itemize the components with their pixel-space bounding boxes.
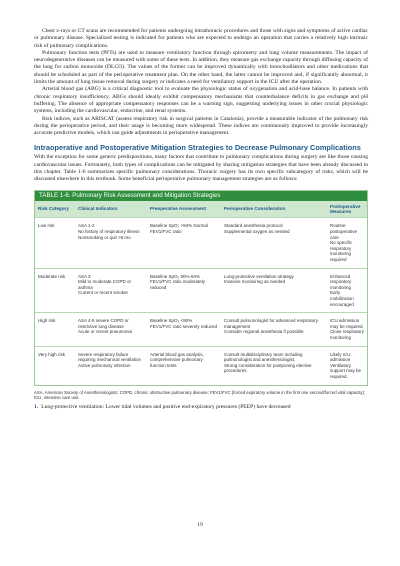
section-title: Intraoperative and Postoperative Mitigation Strategies to Decrease Pulmonary Complications — [34, 143, 361, 153]
cell-line: Baseline SpO₂ >94% Normal — [150, 223, 208, 229]
cell-line: Severe respiratory failure requiring mechanical ventilation — [78, 351, 142, 363]
cell-line: Moderate risk — [38, 273, 66, 279]
cell-preoperative-assessment — [147, 268, 221, 313]
table-row — [35, 268, 367, 313]
cell-preoperative-assessment — [147, 346, 221, 384]
risk-table — [34, 190, 368, 386]
cell-perioperative-consideration — [221, 313, 327, 346]
section-paragraph: With the exception for some generic predispositions, many factors that contribute to pulmonary complications during surgery are like those causing cardiovascular issues. Fortunately, both types of complications can be mitigated by sharing mitigation strategies that have been already discussed in this chapter. Table 1-6 summarizes specific pulmonary considerations. Thoracic surgery has its own specific subcategory of risks, which will be discussed elsewhere in this textbook. Some beneficial perioperative pulmonary management strategies are as follows: — [34, 154, 368, 183]
cell-line: Invasive monitoring as needed — [224, 279, 286, 285]
cell-line: Arterial blood gas analysis, comprehensive pulmonary function tests — [150, 351, 204, 368]
cell-line: FEV1/FVC ratio — [150, 229, 182, 235]
cell-clinical-indicators — [75, 313, 147, 346]
cell-line: Routine postoperative care — [330, 223, 358, 240]
paragraph-chest-xray: Chest x-rays or CT scans are recommended for patients undergoing intrathoracic procedures and those with signs and symptoms of active cardiac or pulmonary disease. Specialized testing is indicated for patients who are expected to undergo an operation that carries a relatively high intrinsic risk of pulmonary complications. — [34, 28, 368, 49]
cell-line: Standard anesthesia protocol — [224, 223, 283, 229]
cell-line: ICU admission may be required. — [330, 318, 364, 329]
cell-postoperative-measures — [327, 346, 367, 384]
cell-perioperative-consideration — [221, 268, 327, 313]
cell-line: Consult pulmonologist for advanced respiratory management — [224, 318, 319, 329]
cell-postoperative-measures — [327, 313, 367, 346]
cell-clinical-indicators — [75, 346, 147, 384]
cell-preoperative-assessment — [147, 218, 221, 268]
cell-line: Strong consideration for postponing elective procedures — [224, 362, 312, 374]
cell-postoperative-measures — [327, 218, 367, 268]
cell-line: Low risk — [38, 223, 55, 229]
cell-postoperative-measures — [327, 268, 367, 313]
cell-line: FEV1/FVC ratio severely reduced — [150, 323, 218, 329]
table-row — [35, 346, 367, 384]
cell-line: Likely ICU admission — [330, 351, 351, 363]
cell-risk-category — [35, 346, 75, 384]
cell-line: No specific respiratory monitoring required — [330, 240, 353, 263]
cell-clinical-indicators — [75, 268, 147, 313]
cell-line: Close respiratory monitoring — [330, 329, 365, 340]
paragraph-risk-indices: Risk indices, such as ARISCAT (assess respiratory risk in surgical patients in Catalonia), provide a measurable indicator of the pulmonary risk during the perioperative period, and their usage is becoming more widespread. These indices are continuously improved to provide increasingly accurate predictive models, which can guide adjustments in perioperative management. — [34, 115, 368, 137]
cell-line: ASA 4-5 severe COPD or restrictive lung disease — [78, 318, 129, 329]
cell-line: Baseline SpO₂ <90% — [150, 318, 193, 324]
cell-line: Baseline SpO₂ 90%-94% — [150, 273, 201, 279]
cell-line: Lung-protective ventilation strategy — [224, 273, 294, 279]
paragraph-pft: Pulmonary function tests (PFTs) are used to measure ventilatory function through spirometry and lung volume measurements. The impact of neurodegenerative diseases can be measured with some of these tests. In addition, they measure gas exchange capacity through diffusing capacity of the lung for carbon monoxide (DLCO). The values of the former can be improved dynamically with bronchodilators and other medications that should be scheduled as part of the perioperative treatment plan. On the other hand, the latter cannot be improved and, if significantly abnormal, it limits the amount of lung tissue removal during surgery or indicates a need for ventilatory support in the ICU after the operation. — [34, 49, 368, 86]
paragraph-abg: Arterial blood gas (ABG) is a critical diagnostic tool to evaluate the physiologic status of oxygenation and acid-base balance. In patients with chronic respiratory insufficiency, ABGs should ideally exhibit compensatory mechanisms that counterbalance deficits in gas exchange and pH buffering. The absence of appropriate compensatory responses can be a warning sign, suggesting underlying issues in other crucial physiologic systems, including the cardiovascular, endocrine, and renal systems. — [34, 86, 368, 115]
risk-table-grid — [35, 201, 367, 385]
header-postoperative-measures: Postoperative Measures — [327, 201, 367, 218]
cell-perioperative-consideration — [221, 346, 327, 384]
header-preoperative-assessment: Preoperative Assessment — [147, 201, 221, 218]
cell-line: Early mobilization encouraged — [330, 290, 354, 307]
cell-line: Mild to moderate COPD or asthma — [78, 279, 132, 290]
table-header-row — [35, 201, 367, 218]
cell-line: FEV1/FVC ratio moderately reduced — [150, 279, 206, 290]
cell-preoperative-assessment — [147, 313, 221, 346]
cell-risk-category — [35, 268, 75, 313]
cell-line: Nonsmoking or quit >6 mo — [78, 234, 131, 240]
table-body — [35, 218, 367, 385]
cell-risk-category — [35, 218, 75, 268]
header-perioperative-consideration: Perioperative Consideration — [221, 201, 327, 218]
cell-line: Supplemental oxygen as needed — [224, 229, 290, 235]
list-item-1 — [34, 404, 368, 411]
cell-line: Consult multidisciplinary team including pulmonologist and anesthesiologist. — [224, 351, 303, 363]
list-item-number: 1. — [34, 403, 39, 410]
page-content — [34, 28, 368, 411]
table-row — [35, 313, 367, 346]
page-number: 19 — [197, 522, 203, 528]
cell-line: ASA 3 — [78, 273, 91, 279]
cell-line: No history of respiratory illness — [78, 229, 140, 235]
cell-line: Consider regional anesthesia if possible — [224, 329, 304, 335]
header-clinical-indicators: Clinical Indicators — [75, 201, 147, 218]
cell-perioperative-consideration — [221, 218, 327, 268]
cell-line: Acute or recent pneumonia — [78, 329, 133, 335]
cell-line: Enhanced respiratory monitoring — [330, 273, 352, 290]
cell-line: High risk — [38, 318, 56, 324]
cell-line: ASA 1-2 — [78, 223, 95, 229]
list-item-text: Lung-protective ventilation: Lower tidal volumes and positive end-expiratory pressures (PEEP) have decreased — [41, 403, 291, 410]
header-risk-category: Risk Category — [35, 201, 75, 218]
cell-line: Very high risk — [38, 351, 66, 357]
cell-line: Ventilatory support may be required. — [330, 362, 362, 379]
table-title: TABLE 1-6. Pulmonary Risk Assessment and Mitigation Strategies — [35, 191, 367, 201]
table-row — [35, 218, 367, 268]
table-footnote: ASA, American Society of Anesthesiologists; COPD, chronic obstructive pulmonary disease; FEV1/FVC (forced expiratory volume in the first one second/forced vital capacity); ICU, intensive care unit. — [34, 389, 366, 401]
cell-line: Active pulmonary infection — [78, 362, 131, 368]
cell-clinical-indicators — [75, 218, 147, 268]
cell-line: Current or recent smoker — [78, 290, 129, 296]
cell-risk-category — [35, 313, 75, 346]
